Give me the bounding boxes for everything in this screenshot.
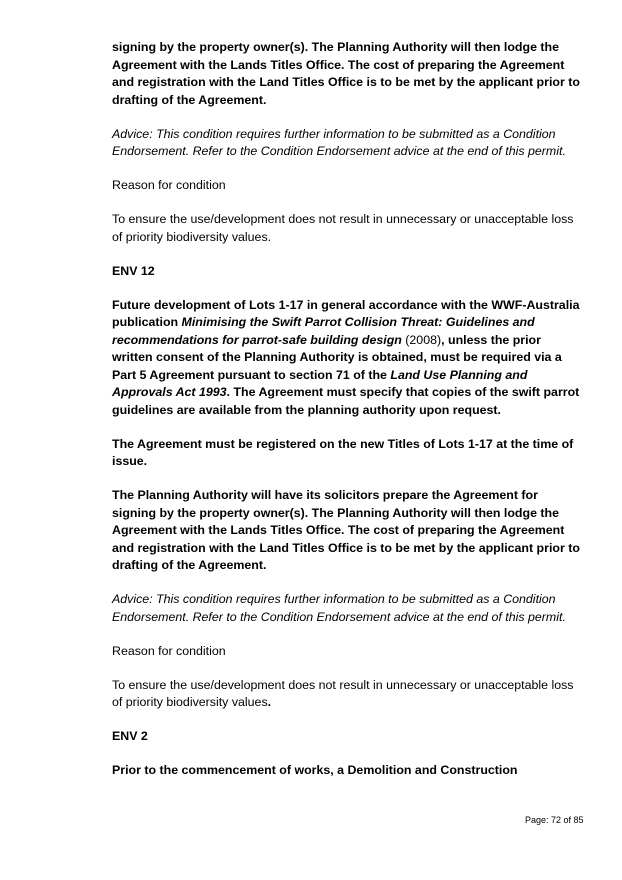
agreement-continuation-paragraph: signing by the property owner(s). The Planning Authority will then lodge the Agreement with the Lands Titles Office. The cost of preparing the Agreement and registration with the Land Titles Office is to be met by the applicant prior to drafting of the Agreement. (112, 40, 580, 107)
reason-text: To ensure the use/development does not result in unnecessary or unacceptable loss of priority biodiversity values. (112, 212, 574, 244)
publication-year: (2008) (401, 332, 442, 347)
advice-note: Advice: This condition requires further information to be submitted as a Condition Endorsement. Refer to the Condition Endorsement advice at the end of this permit. (112, 592, 566, 624)
reason-text-body: To ensure the use/development does not result in unnecessary or unacceptable loss of priority biodiversity values (112, 677, 574, 709)
condition-heading-env2: ENV 2 (112, 729, 148, 743)
advice-note: Advice: This condition requires further information to be submitted as a Condition Endorsement. Refer to the Condition Endorsement advice at the end of this permit. (112, 126, 566, 158)
env12-text-d: , unless the prior written consent of the Planning Authority is obtained, must be required via a Part 5 Agreement pursuant to section 71 of the (112, 332, 562, 382)
env12-condition-paragraph (112, 297, 584, 420)
reason-label: Reason for condition (112, 643, 226, 658)
reason-text (112, 677, 584, 712)
reason-text-period: . (267, 695, 272, 709)
act-title: Land Use Planning and Approvals Act 1993 (112, 367, 528, 399)
page-number: Page: 72 of 85 (525, 815, 584, 825)
publication-title: Minimising the Swift Parrot Collision Threat: Guidelines and recommendations for parrot-safe building design (112, 315, 535, 347)
env12-registration-paragraph: The Agreement must be registered on the new Titles of Lots 1-17 at the time of issue. (112, 436, 574, 468)
document-page (112, 39, 584, 780)
condition-heading-env12: ENV 12 (112, 263, 155, 278)
env12-solicitors-paragraph: The Planning Authority will have its solicitors prepare the Agreement for signing by the property owner(s). The Planning Authority will then lodge the Agreement with the Lands Titles Office. The cost of preparing the Agreement and registration with the Land Titles Office is to be met by the applicant prior to drafting of the Agreement. (112, 488, 580, 572)
env12-text-a: Future development of Lots 1-17 in general accordance with the WWF-Australia publication (112, 297, 580, 329)
reason-label: Reason for condition (112, 178, 226, 192)
env2-condition-paragraph: Prior to the commencement of works, a Demolition and Construction (112, 763, 518, 777)
env12-text-f: . The Agreement must specify that copies of the swift parrot guidelines are available from the planning authority upon request. (112, 385, 580, 417)
